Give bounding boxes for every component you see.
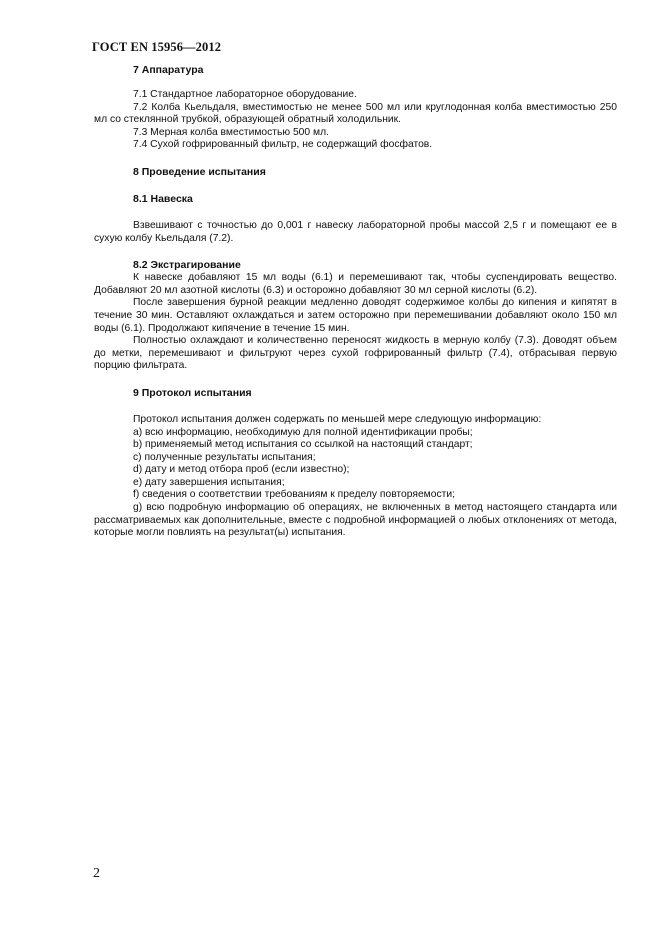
page-number: 2 xyxy=(93,866,100,881)
protocol-item-f: f) сведения о соответствии требованиям к пределу повторяемости; xyxy=(133,489,455,501)
section-7-heading: 7 Аппаратура xyxy=(133,64,204,76)
clause-8-2-para-1: К навеске добавляют 15 мл воды (6.1) и перемешивают так, чтобы суспендировать вещество. Добавляют 20 мл азотной кислоты (6.3) и осторожно добавляют 30 мл серной кислоты (6.2). xyxy=(94,272,617,296)
protocol-item-c: c) полученные результаты испытания; xyxy=(133,451,316,463)
clause-8-2-para-3: Полностью охлаждают и количественно переносят жидкость в мерную колбу (7.3). Доводят объем до метки, перемешивают и фильтруют через сухой гофрированный фильтр (7.4), отбрасывая первую порцию фильтрата. xyxy=(94,335,617,372)
section-9-heading: 9 Протокол испытания xyxy=(133,386,252,399)
section-8-heading: 8 Проведение испытания xyxy=(133,165,266,178)
protocol-item-d: d) дату и метод отбора проб (если известно); xyxy=(133,464,350,476)
clause-7-1: 7.1 Стандартное лабораторное оборудование. xyxy=(133,89,357,100)
clause-8-2-para-2: После завершения бурной реакции медленно доводят содержимое колбы до кипения и кипятят в течение 30 мин. Оставляют охлаждаться и затем осторожно при перемешивании добавляют около 150 мл воды (6.1). Продолжают кипячение в течение 15 мин. xyxy=(94,297,617,334)
protocol-item-b: b) применяемый метод испытания со ссылкой на настоящий стандарт; xyxy=(133,439,473,451)
section-8-1-heading: 8.1 Навеска xyxy=(133,192,193,205)
clause-7-4: 7.4 Сухой гофрированный фильтр, не содержащий фосфатов. xyxy=(133,139,433,151)
section-9-intro: Протокол испытания должен содержать по меньшей мере следующую информацию: xyxy=(133,413,542,425)
clause-7-2: 7.2 Колба Кьельдаля, вместимостью не менее 500 мл или круглодонная колба вместимостью 250 мл со стеклянной трубкой, образующей обратный холодильник. xyxy=(94,101,617,126)
clause-7-3: 7.3 Мерная колба вместимостью 500 мл. xyxy=(133,126,329,138)
clause-8-1-text: Взвешивают с точностью до 0,001 г навеску лабораторной пробы массой 2,5 г и помещают ее в сухую колбу Кьельдаля (7.2). xyxy=(94,219,617,244)
protocol-item-e: e) дату завершения испытания; xyxy=(133,476,285,488)
document-body xyxy=(94,64,617,540)
protocol-item-a: a) всю информацию, необходимую для полной идентификации пробы; xyxy=(133,426,473,438)
protocol-item-g: g) всю подробную информацию об операциях, не включенных в метод настоящего стандарта или рассматриваемых как дополнительные, вместе с подробной информацией о любых отклонениях от метода, которые могли повлиять на результат(ы) испытания. xyxy=(94,502,617,539)
document-header: ГОСТ EN 15956—2012 xyxy=(92,40,222,54)
section-8-2-heading: 8.2 Экстрагирование xyxy=(133,259,241,272)
